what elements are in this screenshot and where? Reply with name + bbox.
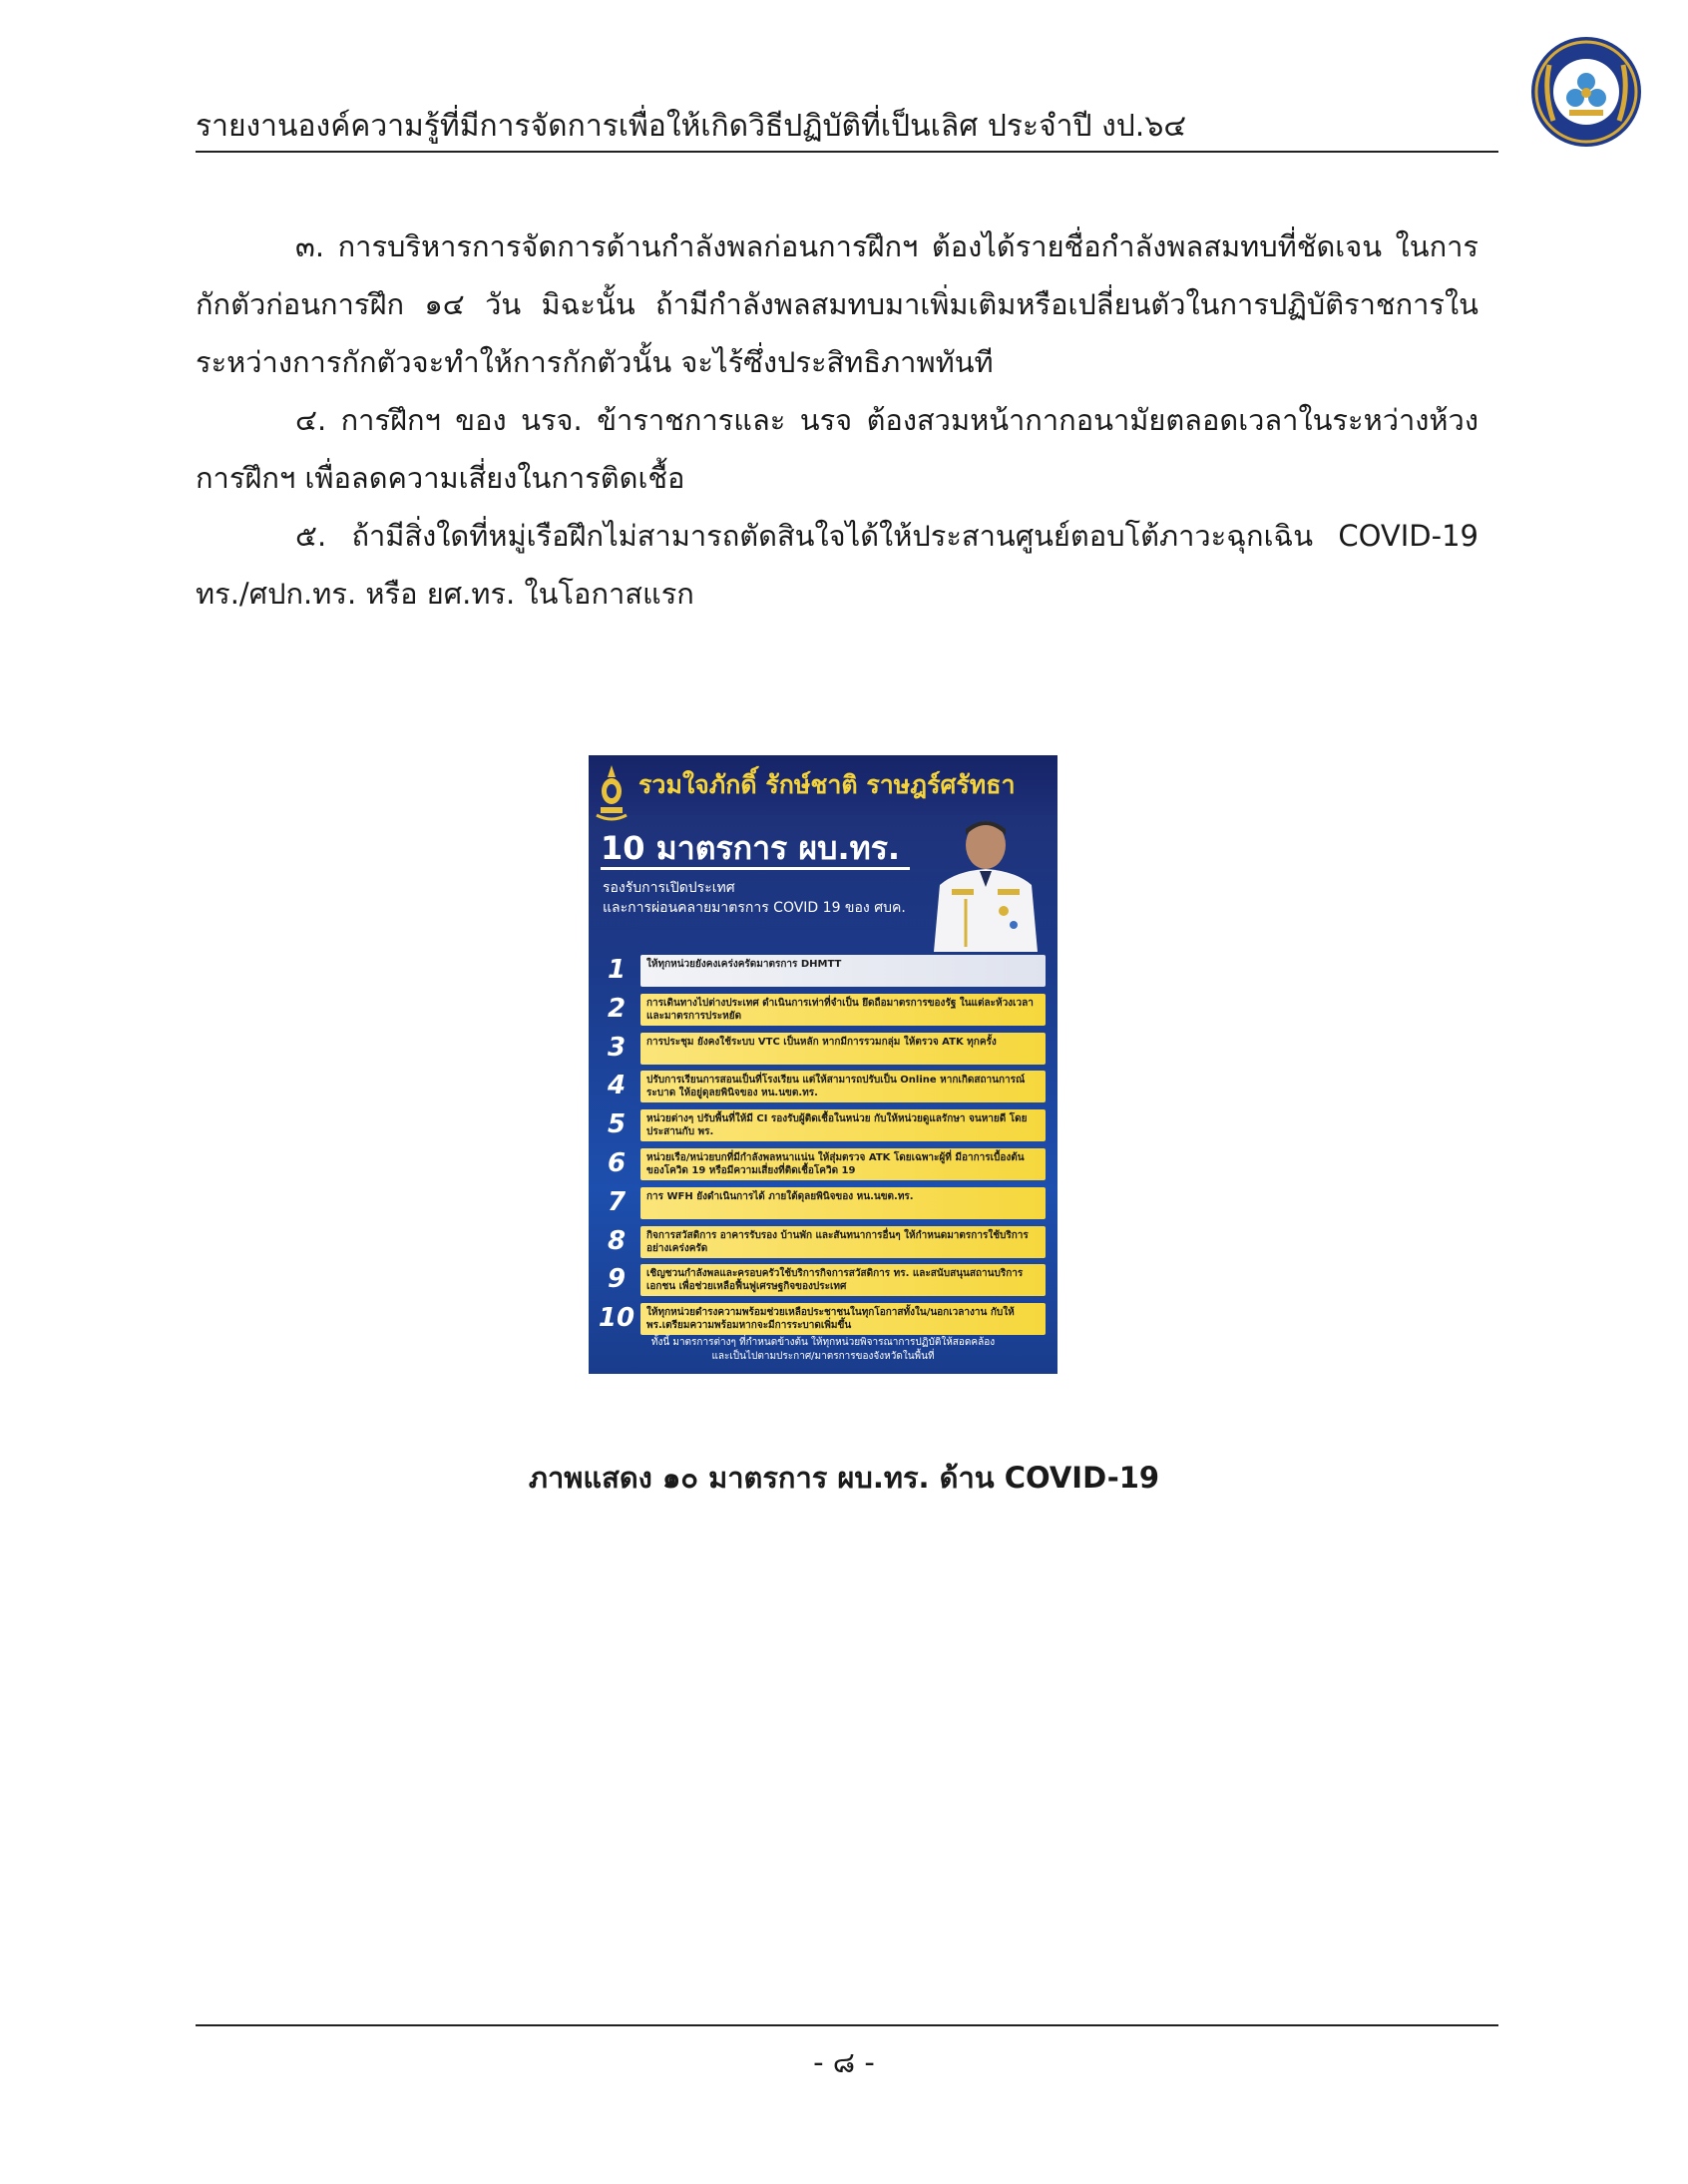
measure-text: หน่วยต่างๆ ปรับพื้นที่ให้มี CI รองรับผู้ติดเชื้อในหน่วย กับให้หน่วยดูแลรักษา จนหายดี โดยประสานกับ พร.: [640, 1109, 1046, 1141]
measure-text: เชิญชวนกำลังพลและครอบครัวใช้บริการกิจการสวัสดิการ ทร. และสนับสนุนสถานบริการเอกชน เพื่อช่วยเหลือฟื้นฟูเศรษฐกิจของประเทศ: [640, 1264, 1046, 1296]
footer-divider: [196, 2024, 1498, 2026]
measure-number: 9: [607, 1264, 627, 1295]
poster-subtitle-line1: รองรับการเปิดประเทศ: [603, 880, 735, 896]
crown-crest-icon: [595, 763, 629, 821]
measure-text: การ WFH ยังดำเนินการได้ ภายใต้ดุลยพินิจของ หน.นขต.ทร.: [640, 1187, 1046, 1219]
poster-footer-line2: และเป็นไปตามประกาศ/มาตรการของจังหวัดในพื้นที่: [711, 1351, 935, 1362]
measure-item: [597, 1144, 1050, 1183]
poster-subtitle-line2: และการผ่อนคลายมาตรการ COVID 19 ของ ศบค.: [603, 900, 906, 916]
paragraph-3: ๓. การบริหารการจัดการด้านกำลังพลก่อนการฝึกฯ ต้องได้รายชื่อกำลังพลสมทบที่ชัดเจน ในการกักตัวก่อนการฝึก ๑๔ วัน มิฉะนั้น ถ้ามีกำลังพลสมทบมาเพิ่มเติมหรือเปลี่ยนตัวในการปฏิบัติราชการในระหว่างการกักตัวจะทำให้การกักตัวนั้น จะไร้ซึ่งประสิทธิภาพทันที: [196, 229, 1478, 379]
measure-item: [597, 1222, 1050, 1261]
measure-text: ปรับการเรียนการสอนเป็นที่โรงเรียน แต่ให้สามารถปรับเป็น Online หากเกิดสถานการณ์ระบาด ให้อยู่ดุลยพินิจของ หน.นขต.ทร.: [640, 1071, 1046, 1102]
measure-number: 1: [607, 955, 627, 985]
measure-number: 6: [607, 1147, 627, 1178]
header-divider: [196, 151, 1498, 153]
body-text: [196, 218, 1478, 623]
measure-item: [597, 1299, 1050, 1338]
measure-number: 10: [598, 1303, 635, 1334]
measure-item: [597, 1260, 1050, 1299]
naval-officer-portrait-icon: [926, 807, 1046, 952]
measure-number: 2: [607, 993, 627, 1024]
navy-education-emblem-icon: [1529, 35, 1643, 149]
measure-number: 3: [607, 1032, 627, 1063]
covid-measures-poster: [589, 755, 1057, 1374]
poster-title-underline: [601, 867, 910, 870]
measure-number: 5: [607, 1109, 627, 1140]
measure-number: 8: [607, 1225, 627, 1256]
measure-item: [597, 1105, 1050, 1144]
measure-text: ให้ทุกหน่วยดำรงความพร้อมช่วยเหลือประชาชนในทุกโอกาสทั้งใน/นอกเวลางาน กับให้ พร.เตรียมความพร้อมหากจะมีการระบาดเพิ่มขึ้น: [640, 1303, 1046, 1335]
measure-text: การเดินทางไปต่างประเทศ ดำเนินการเท่าที่จำเป็น ยึดถือมาตรการของรัฐ ในแต่ละห้วงเวลา และมาตรการประหยัด: [640, 994, 1046, 1026]
poster-heading: รวมใจภักดิ์ รักษ์ชาติ ราษฎร์ศรัทธา: [638, 770, 1016, 799]
poster-title: 10 มาตรการ ผบ.ทร.: [601, 829, 901, 867]
measure-text: หน่วยเรือ/หน่วยบกที่มีกำลังพลหนาแน่น ให้สุ่มตรวจ ATK โดยเฉพาะผู้ที่ มีอาการเบื้องต้นของโควิด 19 หรือมีความเสี่ยงที่ติดเชื้อโควิด 19: [640, 1148, 1046, 1180]
measure-text: การประชุม ยังคงใช้ระบบ VTC เป็นหลัก หากมีการรวมกลุ่ม ให้ตรวจ ATK ทุกครั้ง: [640, 1033, 1046, 1065]
paragraph-4: ๔. การฝึกฯ ของ นรจ. ข้าราชการและ นรจ ต้องสวมหน้ากากอนามัยตลอดเวลาในระหว่างห้วงการฝึกฯ เพื่อลดความเสี่ยงในการติดเชื้อ: [196, 403, 1478, 495]
measure-text: ให้ทุกหน่วยยังคงเคร่งครัดมาตรการ DHMTT: [640, 955, 1046, 987]
figure-caption: ภาพแสดง ๑๐ มาตรการ ผบ.ทร. ด้าน COVID-19: [528, 1461, 1160, 1495]
measure-number: 7: [607, 1186, 627, 1217]
paragraph-5: ๕. ถ้ามีสิ่งใดที่หมู่เรือฝึกไม่สามารถตัดสินใจได้ให้ประสานศูนย์ตอบโต้ภาวะฉุกเฉิน COVID-19 ทร./ศปก.ทร. หรือ ยศ.ทร. ในโอกาสแรก: [196, 519, 1478, 611]
page-header-title: รายงานองค์ความรู้ที่มีการจัดการเพื่อให้เกิดวิธีปฏิบัติที่เป็นเลิศ ประจำปี งป.๖๔: [196, 109, 1187, 144]
measure-number: 4: [607, 1071, 627, 1101]
poster-footer: [599, 1336, 1048, 1364]
measures-list: [597, 951, 1050, 1338]
measure-item: [597, 1067, 1050, 1105]
measure-item: [597, 1183, 1050, 1222]
page-number: - ๘ -: [813, 2045, 875, 2079]
poster-footer-line1: ทั้งนี้ มาตรการต่างๆ ที่กำหนดข้างต้น ให้ทุกหน่วยพิจารณาการปฏิบัติให้สอดคล้อง: [650, 1337, 996, 1348]
measure-text: กิจการสวัสดิการ อาคารรับรอง บ้านพัก และสันทนาการอื่นๆ ให้กำหนดมาตรการใช้บริการอย่างเคร่งครัด: [640, 1226, 1046, 1258]
measure-item: [597, 990, 1050, 1029]
measure-item: [597, 1029, 1050, 1068]
measure-item: [597, 951, 1050, 990]
